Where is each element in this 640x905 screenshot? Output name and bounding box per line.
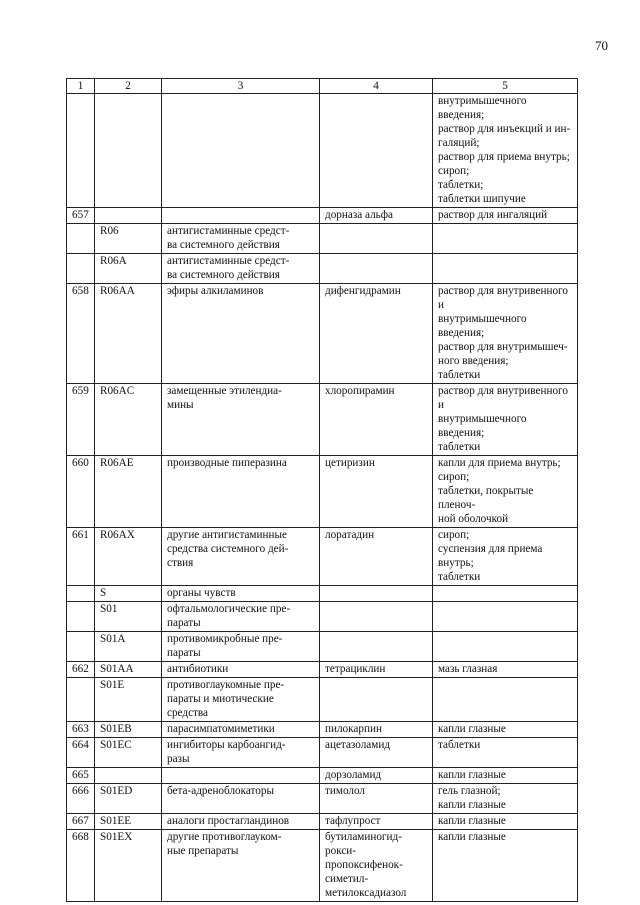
cell-drug-name: тафлупрост — [320, 814, 433, 830]
cell-dosage-form — [433, 678, 578, 722]
table-row — [67, 722, 578, 738]
cell-number: 660 — [67, 456, 95, 528]
cell-dosage-form: гель глазной; капли глазные — [433, 784, 578, 814]
cell-atc-group — [162, 208, 320, 224]
cell-number — [67, 678, 95, 722]
cell-atc-code: S01EB — [95, 722, 162, 738]
table-row — [67, 284, 578, 384]
cell-drug-name: ацетазоламид — [320, 738, 433, 768]
cell-atc-group: другие антигистаминные средства системного дей- ствия — [162, 528, 320, 586]
cell-number: 662 — [67, 662, 95, 678]
cell-drug-name: лоратадин — [320, 528, 433, 586]
cell-drug-name: дорзоламид — [320, 768, 433, 784]
table-row — [67, 208, 578, 224]
table-body — [67, 94, 578, 902]
cell-atc-group: антигистаминные средст- ва системного действия — [162, 254, 320, 284]
cell-atc-group: аналоги простагландинов — [162, 814, 320, 830]
cell-atc-group: замещенные этилендиа- мины — [162, 384, 320, 456]
cell-dosage-form: мазь глазная — [433, 662, 578, 678]
cell-drug-name — [320, 678, 433, 722]
cell-atc-code: R06A — [95, 254, 162, 284]
table-row — [67, 602, 578, 632]
cell-number: 661 — [67, 528, 95, 586]
column-header-dosage-form: 5 — [433, 79, 578, 94]
cell-dosage-form: раствор для внутривенного и внутримышечного введения; таблетки — [433, 384, 578, 456]
cell-drug-name — [320, 602, 433, 632]
cell-drug-name — [320, 254, 433, 284]
cell-atc-group: другие противоглауком- ные препараты — [162, 830, 320, 902]
cell-atc-code: R06AC — [95, 384, 162, 456]
column-header-atc-group: 3 — [162, 79, 320, 94]
cell-atc-code: S01ED — [95, 784, 162, 814]
cell-drug-name — [320, 224, 433, 254]
table-row — [67, 784, 578, 814]
cell-drug-name: дорназа альфа — [320, 208, 433, 224]
cell-number: 667 — [67, 814, 95, 830]
table-row — [67, 830, 578, 902]
cell-atc-group: противоглаукомные пре- параты и миотические средства — [162, 678, 320, 722]
cell-atc-group: антигистаминные средст- ва системного действия — [162, 224, 320, 254]
cell-drug-name: хлоропирамин — [320, 384, 433, 456]
cell-atc-group: производные пиперазина — [162, 456, 320, 528]
cell-number: 658 — [67, 284, 95, 384]
cell-drug-name: тетрациклин — [320, 662, 433, 678]
cell-atc-group — [162, 768, 320, 784]
cell-dosage-form — [433, 632, 578, 662]
cell-atc-code: S01 — [95, 602, 162, 632]
cell-dosage-form: внутримышечного введения; раствор для инъекций и ин- галяций; раствор для приема внутрь; сироп; таблетки; таблетки шипучие — [433, 94, 578, 208]
cell-dosage-form — [433, 602, 578, 632]
cell-atc-group: антибиотики — [162, 662, 320, 678]
table-row — [67, 632, 578, 662]
table-row — [67, 586, 578, 602]
cell-atc-group: парасимпатомиметики — [162, 722, 320, 738]
cell-dosage-form: капли глазные — [433, 768, 578, 784]
cell-atc-code: R06AX — [95, 528, 162, 586]
cell-number — [67, 254, 95, 284]
cell-number — [67, 632, 95, 662]
cell-atc-group: офтальмологические пре- параты — [162, 602, 320, 632]
cell-number: 663 — [67, 722, 95, 738]
cell-drug-name: дифенгидрамин — [320, 284, 433, 384]
cell-dosage-form: таблетки — [433, 738, 578, 768]
cell-atc-code: S01EC — [95, 738, 162, 768]
cell-dosage-form: раствор для внутривенного и внутримышечного введения; раствор для внутримышеч- ного введения; таблетки — [433, 284, 578, 384]
cell-atc-code: R06AE — [95, 456, 162, 528]
cell-atc-code: R06AA — [95, 284, 162, 384]
column-header-number: 1 — [67, 79, 95, 94]
cell-atc-code — [95, 208, 162, 224]
table-row — [67, 738, 578, 768]
cell-number — [67, 94, 95, 208]
column-header-drug-name: 4 — [320, 79, 433, 94]
drug-list-table — [66, 78, 578, 902]
cell-dosage-form: капли для приема внутрь; сироп; таблетки, покрытые пленоч- ной оболочкой — [433, 456, 578, 528]
cell-atc-group: органы чувств — [162, 586, 320, 602]
cell-dosage-form: капли глазные — [433, 814, 578, 830]
cell-number — [67, 602, 95, 632]
table-row — [67, 94, 578, 208]
table-row — [67, 254, 578, 284]
column-header-atc-code: 2 — [95, 79, 162, 94]
cell-drug-name: бутиламиногид- рокси- пропоксифенок- симетил- метилоксадиазол — [320, 830, 433, 902]
cell-atc-code: R06 — [95, 224, 162, 254]
cell-atc-group: противомикробные пре- параты — [162, 632, 320, 662]
cell-number: 666 — [67, 784, 95, 814]
cell-number: 665 — [67, 768, 95, 784]
cell-dosage-form: раствор для ингаляций — [433, 208, 578, 224]
cell-dosage-form: сироп; суспензия для приема внутрь; таблетки — [433, 528, 578, 586]
table-row — [67, 384, 578, 456]
cell-drug-name: тимолол — [320, 784, 433, 814]
cell-number: 664 — [67, 738, 95, 768]
cell-atc-code: S01AA — [95, 662, 162, 678]
table-row — [67, 456, 578, 528]
cell-number: 657 — [67, 208, 95, 224]
table-header-row — [67, 79, 578, 94]
cell-dosage-form — [433, 254, 578, 284]
cell-atc-code: S — [95, 586, 162, 602]
cell-dosage-form: капли глазные — [433, 722, 578, 738]
cell-number: 659 — [67, 384, 95, 456]
cell-atc-code: S01EX — [95, 830, 162, 902]
cell-atc-group: бета-адреноблокаторы — [162, 784, 320, 814]
page-number: 70 — [595, 38, 608, 53]
table-row — [67, 528, 578, 586]
cell-drug-name — [320, 94, 433, 208]
cell-drug-name: пилокарпин — [320, 722, 433, 738]
cell-atc-code — [95, 94, 162, 208]
cell-atc-code: S01A — [95, 632, 162, 662]
cell-atc-group: ингибиторы карбоангид- разы — [162, 738, 320, 768]
cell-drug-name — [320, 586, 433, 602]
cell-number: 668 — [67, 830, 95, 902]
cell-dosage-form: капли глазные — [433, 830, 578, 902]
cell-dosage-form — [433, 224, 578, 254]
table-row — [67, 768, 578, 784]
table-row — [67, 814, 578, 830]
cell-drug-name — [320, 632, 433, 662]
cell-number — [67, 224, 95, 254]
cell-atc-group — [162, 94, 320, 208]
cell-atc-code: S01EE — [95, 814, 162, 830]
cell-number — [67, 586, 95, 602]
cell-drug-name: цетиризин — [320, 456, 433, 528]
table-row — [67, 224, 578, 254]
cell-atc-group: эфиры алкиламинов — [162, 284, 320, 384]
cell-atc-code — [95, 768, 162, 784]
table-row — [67, 678, 578, 722]
table-row — [67, 662, 578, 678]
cell-atc-code: S01E — [95, 678, 162, 722]
cell-dosage-form — [433, 586, 578, 602]
